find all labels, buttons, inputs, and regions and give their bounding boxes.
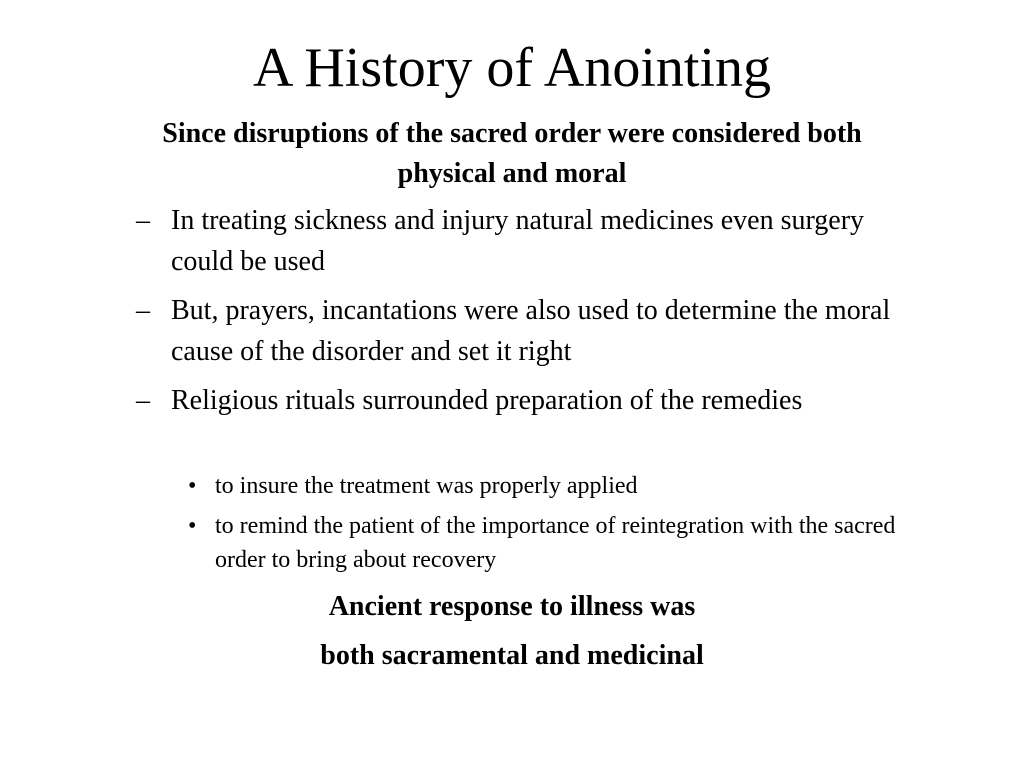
dash-marker: –	[136, 295, 150, 326]
dash-point-text: In treating sickness and injury natural medicines even surgery could be used	[171, 205, 865, 277]
dash-point	[136, 290, 926, 372]
bullet-point	[188, 509, 918, 577]
dash-point-text: Religious rituals surrounded preparation of the remedies	[171, 385, 803, 416]
dash-marker: –	[136, 385, 150, 416]
slide-title: A History of Anointing	[252, 37, 772, 99]
bullet-marker: •	[188, 513, 197, 539]
dash-point	[136, 200, 926, 282]
dash-marker: –	[136, 205, 150, 236]
conclusion-line: both sacramental and medicinal	[320, 640, 704, 671]
dash-point-text: But, prayers, incantations were also used to determine the moral cause of the disorder and set it right	[171, 295, 891, 367]
dash-point	[136, 380, 856, 421]
conclusion-line: Ancient response to illness was	[328, 591, 696, 622]
bullet-marker: •	[188, 473, 197, 499]
bullet-point	[188, 469, 918, 503]
slide-subheading: Since disruptions of the sacred order were considered both physical and moral	[162, 118, 862, 189]
bullet-point-text: to remind the patient of the importance of reintegration with the sacred order to bring about recovery	[215, 513, 896, 573]
bullet-point-text: to insure the treatment was properly applied	[215, 473, 638, 499]
